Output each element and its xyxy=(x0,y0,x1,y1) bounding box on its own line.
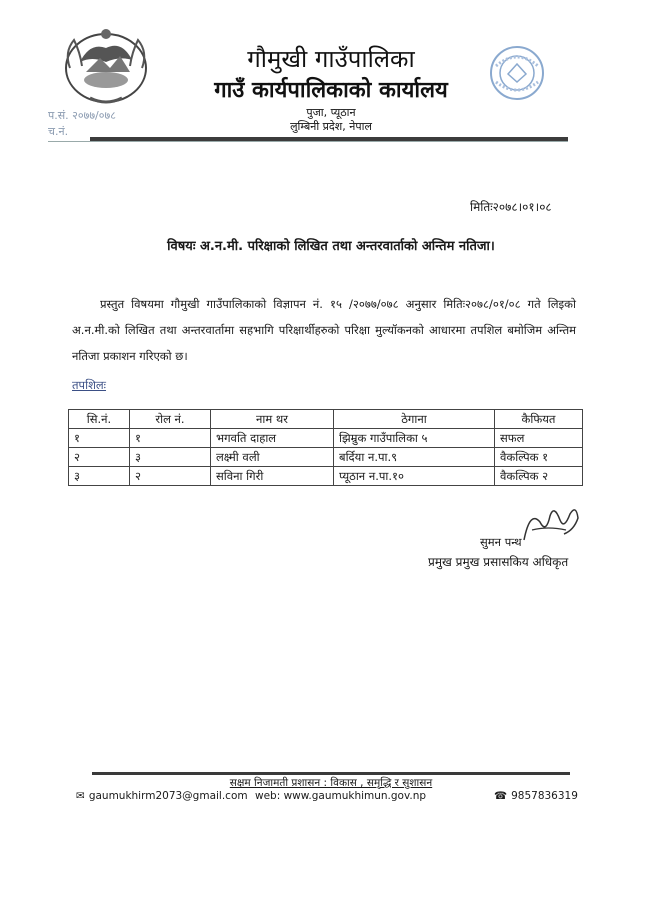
office-name: गाउँ कार्यपालिकाको कार्यालय xyxy=(214,78,448,103)
office-seal-stamp xyxy=(488,44,546,102)
header-roll: रोल नं. xyxy=(130,410,211,429)
cell-remarks: सफल xyxy=(495,429,583,448)
telephone-icon: ☎ xyxy=(494,790,508,802)
address-line-2: लुम्बिनी प्रदेश, नेपाल xyxy=(290,120,372,133)
phone-text: 9857836319 xyxy=(511,790,578,802)
header-address: ठेगाना xyxy=(334,410,495,429)
footer-email xyxy=(76,790,248,802)
footer-website: web: www.gaumukhimun.gov.np xyxy=(255,790,427,802)
cell-roll: ३ xyxy=(130,448,211,467)
footer-divider xyxy=(92,772,570,775)
letter-body: प्रस्तुत विषयमा गौमुखी गाउँपालिकाको विज्ञापन नं. १५ /२०७७/०७८ अनुसार मितिः२०७८/०१/०८ गते लिइको अ.न.मी.को लिखित तथा अन्तरवार्तामा सहभागि परिक्षार्थीहरुको परिक्षा मुल्यॉकनको आधारमा तपशिल बमोजिम अन्तिम नतिजा प्रकाशन गरिएको छ। xyxy=(72,297,576,363)
cell-serial: २ xyxy=(69,448,130,467)
cell-address: बर्दिया न.पा.९ xyxy=(334,448,495,467)
header-name: नाम थर xyxy=(211,410,334,429)
header-serial: सि.नं. xyxy=(69,410,130,429)
reference-number-label: च.नं. xyxy=(48,125,69,138)
cell-remarks: वैकल्पिक १ xyxy=(495,448,583,467)
cell-remarks: वैकल्पिक २ xyxy=(495,467,583,486)
address-line-1: पुजा, प्यूठान xyxy=(306,106,356,119)
cell-address: झिम्रुक गाउँपालिका ५ xyxy=(334,429,495,448)
cell-address: प्यूठान न.पा.१० xyxy=(334,467,495,486)
annex-label: तपशिलः xyxy=(72,378,107,392)
table-row xyxy=(69,429,583,448)
cell-serial: ३ xyxy=(69,467,130,486)
cell-name: भगवति दाहाल xyxy=(211,429,334,448)
table-row xyxy=(69,448,583,467)
handwritten-signature xyxy=(520,500,582,548)
table-row xyxy=(69,467,583,486)
letter-subject: विषयः अ.न.मी. परिक्षाको लिखित तथा अन्तरवार्ताको अन्तिम नतिजा। xyxy=(167,239,495,254)
signatory-name: सुमन पन्थ xyxy=(480,535,522,549)
email-text: gaumukhirm2073@gmail.com xyxy=(88,790,248,802)
cell-roll: २ xyxy=(130,467,211,486)
table-header-row xyxy=(69,410,583,429)
results-table xyxy=(68,409,583,486)
municipality-name: गौमुखी गाउँपालिका xyxy=(247,45,415,73)
cell-name: सविना गिरी xyxy=(211,467,334,486)
reference-fiscal-year: प.सं. २०७७/०७८ xyxy=(48,109,116,122)
cell-serial: १ xyxy=(69,429,130,448)
envelope-icon: ✉ xyxy=(76,790,85,802)
header-divider-faint xyxy=(48,141,568,142)
cell-name: लक्ष्मी वली xyxy=(211,448,334,467)
letter-date: मितिः२०७८।०१।०८ xyxy=(470,200,552,214)
footer-phone xyxy=(494,790,578,802)
header-remarks: कैफियत xyxy=(495,410,583,429)
footer-slogan: सक्षम निजामती प्रशासन : विकास , समृद्धि र सुशासन xyxy=(229,777,433,789)
signatory-title: प्रमुख प्रमुख प्रसासकिय अधिकृत xyxy=(428,555,569,569)
cell-roll: १ xyxy=(130,429,211,448)
